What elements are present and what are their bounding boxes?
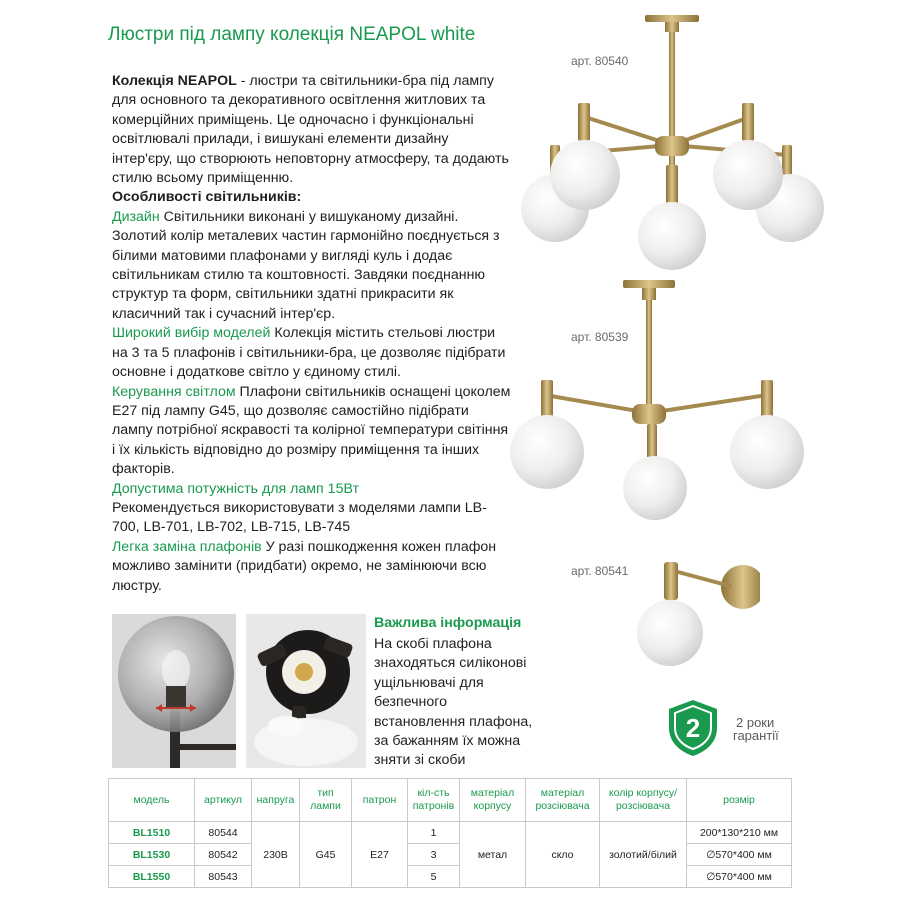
column-header: матеріал розсіювача xyxy=(526,779,600,822)
column-header: тип лампи xyxy=(300,779,352,822)
intro-paragraph xyxy=(112,72,512,188)
column-header: модель xyxy=(109,779,195,822)
feature-text: Світильники виконані у вишуканому дизайні. Золотий колір металевих частин гармонійно поєднується з білими матовими плафонами у вигляді куль і додає світильникам стилю та коштовності. Завдяки поєднанню структур та форм, світильники здатні прикрасити як класичний так і сучасний інтер'єр. xyxy=(112,208,500,322)
table-header-row xyxy=(109,779,792,822)
feature-models xyxy=(112,324,512,382)
chandelier-5-image xyxy=(515,15,835,275)
table-row xyxy=(109,866,792,888)
article-label-middle: арт. 80539 xyxy=(571,330,629,344)
feature-design xyxy=(112,208,512,324)
column-header: колір корпусу/ розсіювача xyxy=(600,779,687,822)
column-header: напруга xyxy=(252,779,300,822)
model-cell: BL1510 xyxy=(109,822,195,844)
feature-title: Дизайн xyxy=(112,208,160,225)
color-cell: золотий/білий xyxy=(600,822,687,888)
size-cell: 200*130*210 мм xyxy=(687,822,792,844)
sconce-image xyxy=(630,550,760,670)
diffuser-material-cell: скло xyxy=(526,822,600,888)
lamp-type-cell: G45 xyxy=(300,822,352,888)
socket-count-cell: 5 xyxy=(408,866,460,888)
feature-title: Керування світлом xyxy=(112,383,236,400)
important-info-text: На скобі плафона знаходяться силіконові ущільнювачі для безпечного встановлення плафона, за бажанням їх можна зняти зі скоби xyxy=(374,636,533,769)
warranty-shield-icon xyxy=(665,698,721,758)
body-material-cell: метал xyxy=(460,822,526,888)
recommend-text: Рекомендується використовувати з моделями лампи LB-700, LB-701, LB-702, LB-715, LB-745 xyxy=(112,499,487,536)
socket-photo xyxy=(246,614,366,768)
model-cell: BL1530 xyxy=(109,844,195,866)
warranty-line2: гарантії xyxy=(733,728,779,743)
important-info-heading: Важлива інформація xyxy=(374,615,522,631)
socket-count-cell: 1 xyxy=(408,822,460,844)
feature-title: Широкий вибір моделей xyxy=(112,325,271,342)
column-header: патрон xyxy=(352,779,408,822)
features-heading: Особливості світильників: xyxy=(112,189,302,206)
size-cell: ∅570*400 мм xyxy=(687,844,792,866)
globe-closeup-photo xyxy=(112,614,236,768)
column-header: артикул xyxy=(195,779,252,822)
description xyxy=(112,72,512,596)
socket-cell: E27 xyxy=(352,822,408,888)
chandelier-3-image xyxy=(505,280,805,530)
feature-text: Колекція містить стельові люстри на 3 та 5 плафонів і світильники-бра, це дозволяє підібрати основне і додаткове світло у єдиному стилі. xyxy=(112,325,506,381)
specs-table xyxy=(108,778,792,888)
size-cell: ∅570*400 мм xyxy=(687,866,792,888)
socket-count-cell: 3 xyxy=(408,844,460,866)
table-row xyxy=(109,822,792,844)
feature-title: Легка заміна плафонів xyxy=(112,538,262,555)
column-header: матеріал корпусу xyxy=(460,779,526,822)
page-title: Люстри під лампу колекція NEAPOL white xyxy=(108,24,476,45)
article-cell: 80544 xyxy=(195,822,252,844)
warranty-number: 2 xyxy=(685,713,701,743)
article-label-top: арт. 80540 xyxy=(571,54,629,68)
feature-light-control xyxy=(112,383,512,480)
article-cell: 80542 xyxy=(195,844,252,866)
article-label-bottom: арт. 80541 xyxy=(571,564,629,578)
article-cell: 80543 xyxy=(195,866,252,888)
warranty-line1: 2 роки xyxy=(736,715,775,730)
model-cell: BL1550 xyxy=(109,866,195,888)
feature-power xyxy=(112,480,512,499)
feature-text: Плафони світильників оснащені цоколем Е27 під лампу G45, що дозволяє самостійно підібрати лампу потрібної яскравості та колірної температури світіння і їх кількість відповідно до розміру приміщення та інших факторів. xyxy=(112,383,511,478)
column-header: розмір xyxy=(687,779,792,822)
feature-replace xyxy=(112,538,512,596)
feature-title: Допустима потужність для ламп 15Вт xyxy=(112,480,359,497)
intro-text: - люстри та світильники-бра під лампу для основного та декоративного освітлення житлових та комерційних приміщень. Це одночасно і функціональні освітлювалі прилади, і вишукані елементи дизайну інтер'єру, що створюють неповторну атмосферу, та додають стилю всьому приміщенню. xyxy=(112,73,509,187)
voltage-cell: 230В xyxy=(252,822,300,888)
table-row xyxy=(109,844,792,866)
feature-text: У разі пошкодження кожен плафон можливо замінити (придбати) окремо, не замінюючи всю люстру. xyxy=(112,538,497,594)
warranty-label xyxy=(733,716,779,742)
collection-name: Колекція NEAPOL xyxy=(112,73,237,89)
column-header: кіл-сть патронів xyxy=(408,779,460,822)
